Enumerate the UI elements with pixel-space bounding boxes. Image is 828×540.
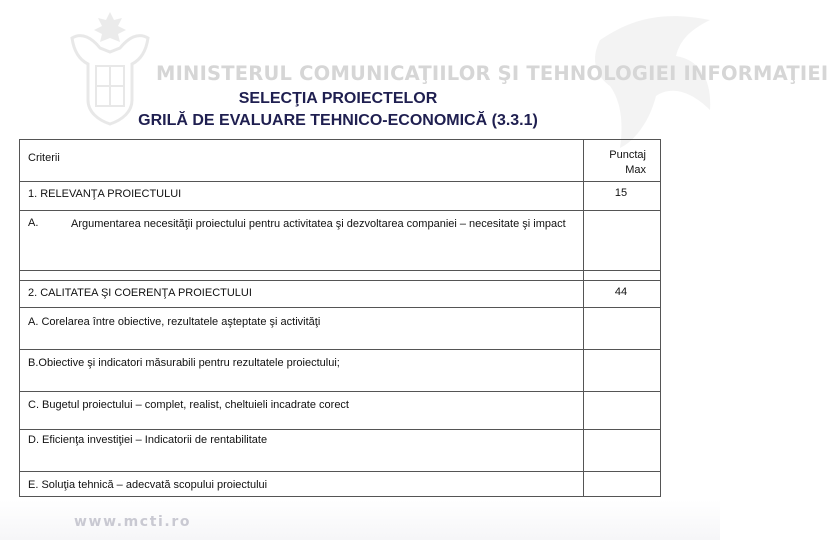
criterion-text: C. Bugetul proiectului – complet, realist, cheltuieli incadrate corect: [28, 399, 349, 411]
criterion-row: [20, 392, 660, 430]
section-score: 15: [614, 187, 628, 199]
criterion-text: B.Obiective şi indicatori măsurabili pentru rezultatele proiectului;: [28, 357, 340, 369]
criterion-row: [20, 211, 660, 271]
max-score-header: [609, 148, 646, 178]
section-row: [20, 182, 660, 211]
page-title: SELECŢIA PROIECTELOR: [238, 90, 438, 107]
criteria-header: Criterii: [28, 152, 60, 164]
criterion-text: Argumentarea necesităţii proiectului pentru activitatea şi dezvoltarea companiei – necesitate şi impact: [71, 218, 566, 230]
criterion-text: E. Soluţia tehnică – adecvată scopului proiectului: [28, 479, 268, 491]
table-header-row: [20, 140, 660, 182]
criterion-row: [20, 472, 660, 497]
criterion-row: [20, 308, 660, 350]
criterion-row: [20, 350, 660, 392]
coat-of-arms-watermark: [62, 8, 158, 126]
criterion-letter: A.: [28, 217, 39, 229]
criterion-text: D. Eficienţa investiţiei – Indicatorii de rentabilitate: [28, 434, 268, 446]
section-row: [20, 281, 660, 308]
criterion-row: [20, 430, 660, 472]
max-score-header-line2: Max: [625, 164, 646, 176]
evaluation-grid: [19, 139, 661, 497]
page-subtitle: GRILĂ DE EVALUARE TEHNICO-ECONOMICĂ (3.3.1): [138, 112, 538, 129]
ministry-banner: MINISTERUL COMUNICAŢIILOR ŞI TEHNOLOGIEI INFORMAŢIEI: [156, 62, 828, 85]
section-label: 2. CALITATEA ŞI COERENŢA PROIECTULUI: [28, 287, 252, 299]
criterion-text: A. Corelarea între obiective, rezultatele aşteptate şi activităţi: [28, 316, 321, 328]
section-score: 44: [614, 286, 628, 298]
footer-url: www.mcti.ro: [74, 514, 192, 530]
spacer-row: [20, 271, 660, 281]
section-label: 1. RELEVANŢA PROIECTULUI: [28, 188, 182, 200]
max-score-header-line1: Punctaj: [609, 149, 646, 161]
